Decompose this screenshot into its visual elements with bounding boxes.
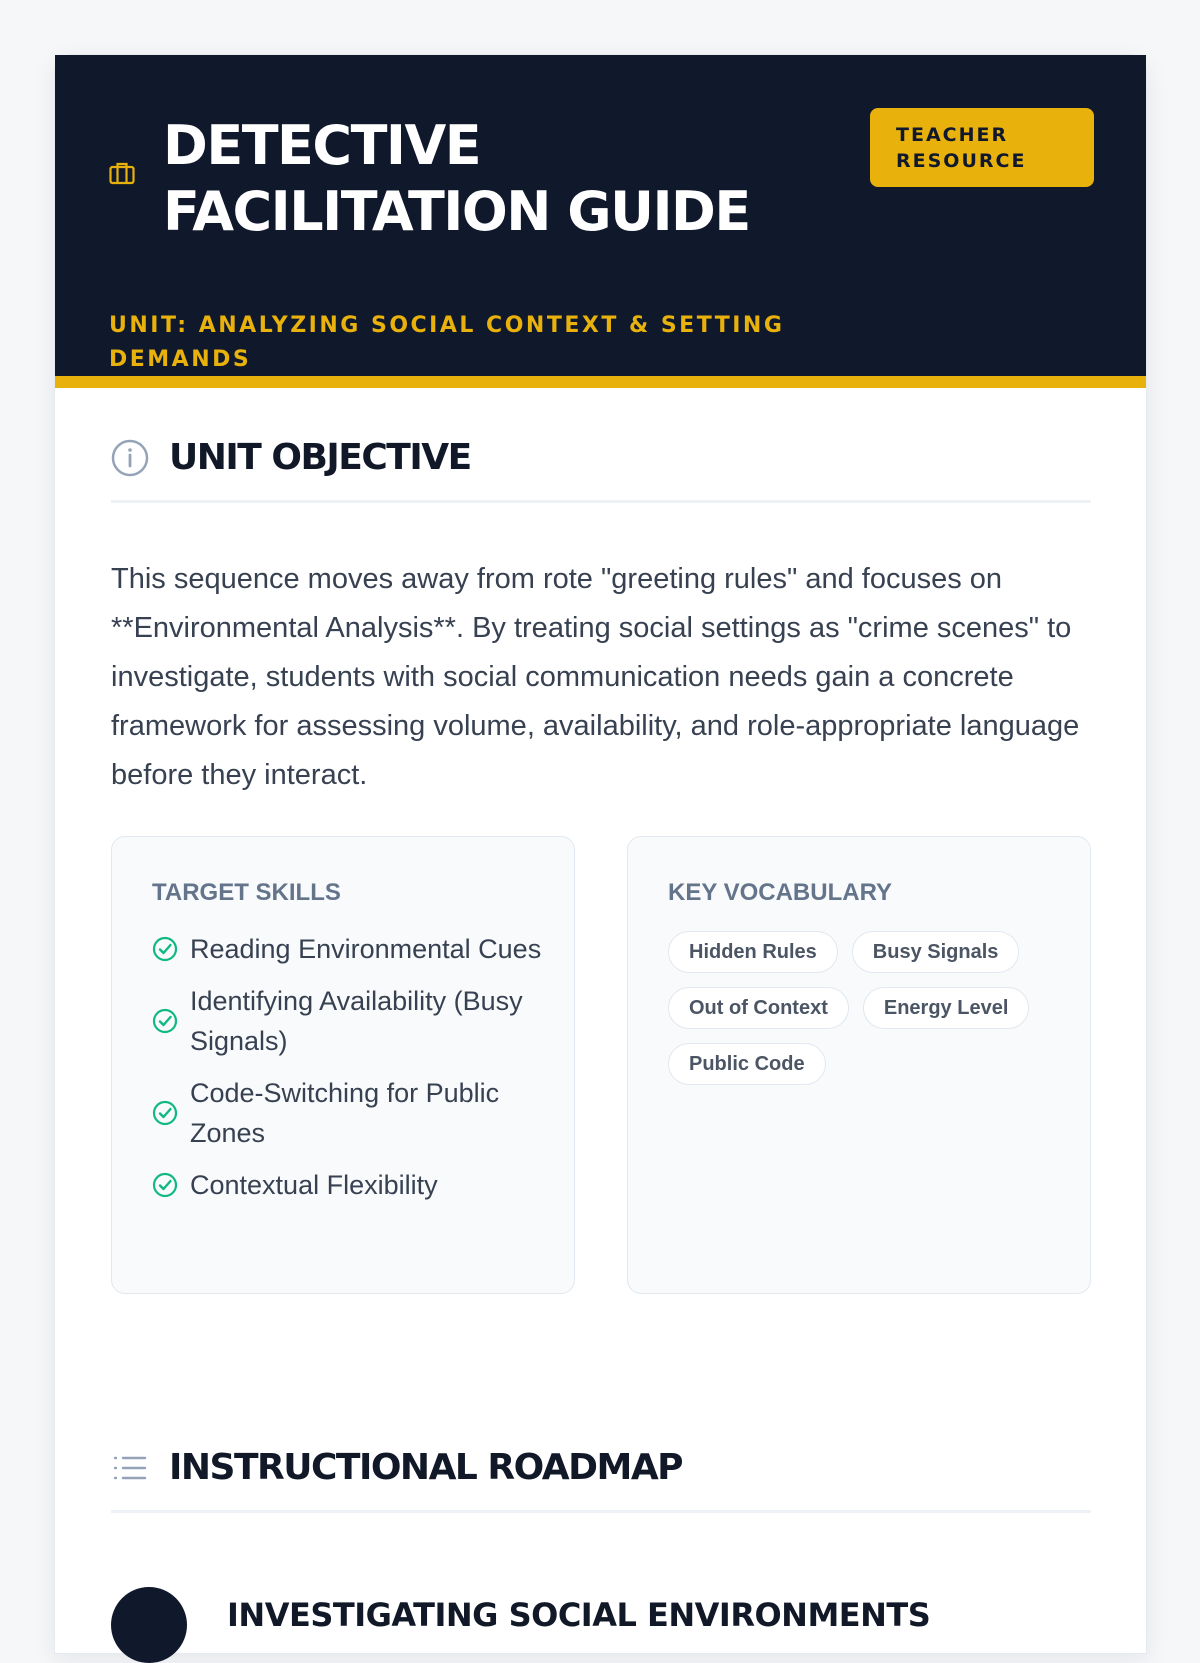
objective-heading: UNIT OBJECTIVE (169, 437, 471, 478)
vocabulary-chip: Energy Level (863, 987, 1030, 1029)
key-vocabulary-panel (627, 836, 1091, 1294)
skill-item (152, 1073, 552, 1153)
roadmap-heading: INSTRUCTIONAL ROADMAP (169, 1447, 683, 1488)
objective-text: This sequence moves away from rote "greeting rules" and focuses on **Environmental Analysis**. By treating social settings as "crime scenes" to investigate, students with social communication needs gain a concrete framework for assessing volume, availability, and role-appropriate language before they interact. (111, 563, 1080, 791)
check-circle-icon (152, 1008, 178, 1034)
info-icon (111, 439, 149, 477)
skill-label: Reading Environmental Cues (190, 934, 542, 964)
teacher-resource-badge: TEACHER RESOURCE (870, 108, 1094, 187)
unit-subtitle: UNIT: ANALYZING SOCIAL CONTEXT & SETTING DEMANDS (109, 313, 785, 372)
vocabulary-chip-list (668, 931, 1068, 1099)
skill-label: Identifying Availability (Busy Signals) (190, 986, 523, 1056)
skill-item (152, 1165, 552, 1205)
skill-label: Contextual Flexibility (190, 1170, 438, 1200)
key-vocabulary-heading: KEY VOCABULARY (668, 879, 893, 906)
target-skills-heading: TARGET SKILLS (152, 879, 341, 906)
roadmap-section-header (111, 1449, 1091, 1513)
guide-header (55, 55, 1146, 388)
skill-label: Code-Switching for Public Zones (190, 1078, 500, 1148)
roadmap-step-title: INVESTIGATING SOCIAL ENVIRONMENTS (227, 1596, 931, 1634)
guide-card (54, 54, 1147, 1654)
roadmap-step-marker (111, 1587, 187, 1663)
objective-section-header (111, 439, 1091, 503)
skill-item (152, 929, 552, 969)
check-circle-icon (152, 936, 178, 962)
skill-item (152, 981, 552, 1061)
page-title: DETECTIVE FACILITATION GUIDE (163, 114, 750, 243)
check-circle-icon (152, 1172, 178, 1198)
list-icon (111, 1449, 149, 1487)
target-skills-panel (111, 836, 575, 1294)
vocabulary-chip: Hidden Rules (668, 931, 838, 973)
briefcase-icon (109, 161, 135, 185)
vocabulary-chip: Busy Signals (852, 931, 1020, 973)
vocabulary-chip: Public Code (668, 1043, 826, 1085)
target-skills-list (152, 929, 552, 1217)
vocabulary-chip: Out of Context (668, 987, 849, 1029)
check-circle-icon (152, 1100, 178, 1126)
